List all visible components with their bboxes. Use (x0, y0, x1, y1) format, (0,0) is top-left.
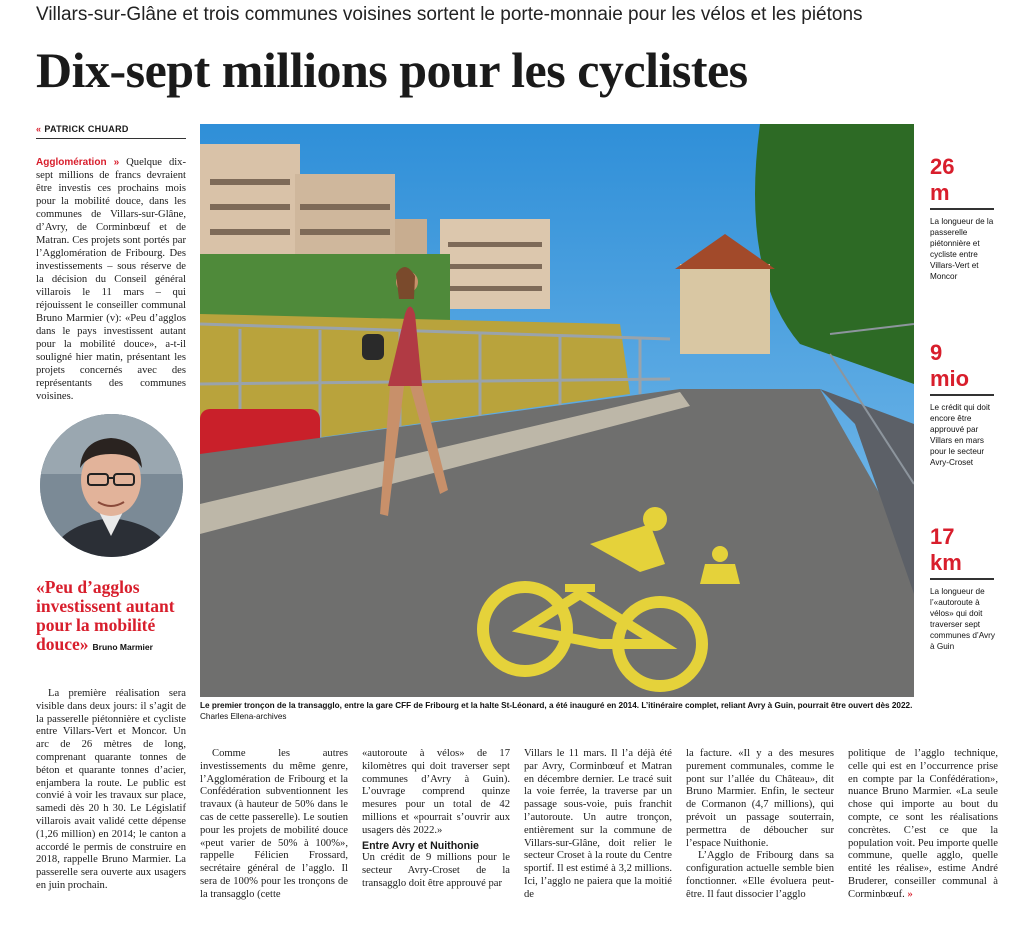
pull-quote-text: «Peu d’agglos investissent autant pour la mobilité douce» (36, 577, 175, 654)
caption-credit: Charles Ellena-archives (200, 712, 287, 721)
portrait-illustration (40, 414, 183, 557)
byline-rule (36, 138, 186, 139)
body-paragraph: Un crédit de 9 millions pour le secteur Avry-Croset de la transagglo doit être approuvé par (362, 852, 510, 889)
kicker: Villars-sur-Glâne et trois communes voisines sortent le porte-monnaie pour les vélos et les piétons (36, 4, 863, 25)
end-mark: » (907, 888, 913, 900)
byline-author: PATRICK CHUARD (44, 124, 129, 134)
portrait-photo (40, 414, 183, 557)
stat-unit: mio (930, 366, 970, 391)
stat-description: Le crédit qui doit encore être approuvé par Villars en mars pour le secteur Avry-Croset (930, 403, 991, 467)
lead-label: Agglomération » (36, 157, 120, 168)
body-column-5 (686, 748, 834, 902)
byline (36, 124, 129, 134)
main-photo (200, 124, 914, 697)
stat-rule (930, 394, 994, 396)
stat-rule (930, 578, 994, 580)
stat-description: La longueur de l’«autoroute à vélos» qui doit traverser sept communes d’Avry à Guin (930, 587, 995, 651)
stat-value: 26 (930, 154, 955, 179)
byline-arrow: « (36, 124, 42, 134)
photo-caption (200, 700, 914, 722)
stat-rule (930, 208, 994, 210)
stat-value: 9 (930, 340, 943, 365)
body-column-2 (200, 748, 348, 902)
headline: Dix-sept millions pour les cyclistes (36, 42, 748, 98)
lead-text: Quelque dix-sept millions de francs devraient être investis ces prochains mois pour la mobilité douce, dans les communes de Villars-sur-Glâne, d’Avry, de Corminbœuf et de Matran. Ces projets sont portés par l’Agglomération de Fribourg. Des investissements – sous réserve de la décision du Conseil général villarois le 11 mars – qui réjouissent le conseiller communal Bruno Marmier (v): «Peu d’agglos dans le pays investissent autant pour la mobilité douce», a-t-il souligné hier matin, présentant les projets concernés avec des représentants des communes voisines. (36, 157, 187, 402)
body-paragraph: «autoroute à vélos» de 17 kilomètres qui doit traverser sept communes d’Avry à Guin). L’ouvrage comprend quinze mesures pour un total de 42 millions et «pourrait s’ouvrir aux usagers dès 2022.» (362, 748, 510, 836)
stat-value: 17 (930, 524, 955, 549)
body-paragraph: La première réalisation sera visible dans deux jours: il s’agit de la passerelle piétonnière et cycliste entre Villars-Vert et Moncor. Un arc de 26 mètres de long, comprenant quarante tonnes de béton et quarante tonnes d’acier, enjambera la route. Le public est convié à voir les travaux sur place, samedi dès 20 h 30. Le Législatif villarois avait validé cette dépense (1,26 million) en 2014; le canton a accordé le permis de construire en 2018, rappelle Bruno Marmier. La passerelle sera ouverte aux usagers en juin prochain. (36, 688, 186, 891)
body-column-3 (362, 748, 510, 891)
subheading: Entre Avry et Nuithonie (362, 839, 479, 852)
stat-credit (930, 340, 1000, 468)
body-column-4 (524, 748, 672, 902)
main-photo-illustration (200, 124, 914, 697)
body-paragraph: L’Agglo de Fribourg dans sa configuration actuelle semble bien fonctionner. «Elle évoluera peut-être. Il faut dissocier l’agglo (686, 850, 834, 900)
pull-quote (36, 578, 186, 657)
stat-description: La longueur de la passerelle piétonnière et cycliste entre Villars-Vert et Moncor (930, 217, 994, 281)
body-column-1 (36, 688, 186, 893)
body-text: politique de l’agglo technique, celle qui est en l’occurrence prise en compte par la Confédération», nuance Bruno Marmier. «La seule chose qui importe au bout du compte, ce sont les réalisations concrètes. C’est ce que la population voit. Peu importe quelle commune, quelle agglo, quelle entité les réalise», estime André Bruderer, conseiller communal à Corminbœuf. (848, 748, 998, 900)
pull-quote-speaker: Bruno Marmier (92, 642, 153, 652)
stat-length-bridge (930, 154, 1000, 282)
body-paragraph: Comme les autres investissements du même genre, l’Agglomération de Fribourg et la Confédération subventionnent les travaux (à hauteur de 50% dans le cas de cette passerelle). Le soutien pour les projets de mobilité douce «peut varier de 50% à 100%», rappelle Félicien Frossard, secrétaire général de l’agglo. Il sera de 100% pour les tronçons de la transagglo (cette (200, 748, 348, 900)
body-column-6 (848, 748, 998, 902)
body-paragraph: la facture. «Il y a des mesures purement communales, comme le pont sur l’allée du Château», dit Bruno Marmier. Enfin, le secteur de Cormanon (4,7 millions), qui prévoit un passage souterrain, permettra de déboucher sur l’espace Nuithonie. (686, 748, 834, 849)
stat-unit: km (930, 550, 962, 575)
caption-text: Le premier tronçon de la transagglo, entre la gare CFF de Fribourg et la halte St-Léonard, a été inauguré en 2014. L’itinéraire complet, reliant Avry à Guin, pourrait être ouvert dès 2022. (200, 701, 913, 710)
body-paragraph: Villars le 11 mars. Il l’a déjà été par Avry, Corminbœuf et Matran en décembre dernier. Le tracé suit la voie ferrée, la traverse par un passage sous-voie, puis franchit l’autoroute. Un autre tronçon, entièrement sur la commune de Villars-sur-Glâne, doit relier le secteur Croset à la route du Centre sportif. Il est estimé à 3,2 millions. Ici, l’agglo ne paiera que la moitié de (524, 748, 672, 900)
stat-bike-highway (930, 524, 1000, 652)
lead-paragraph (36, 156, 186, 403)
stat-unit: m (930, 180, 950, 205)
body-paragraph (848, 748, 998, 902)
